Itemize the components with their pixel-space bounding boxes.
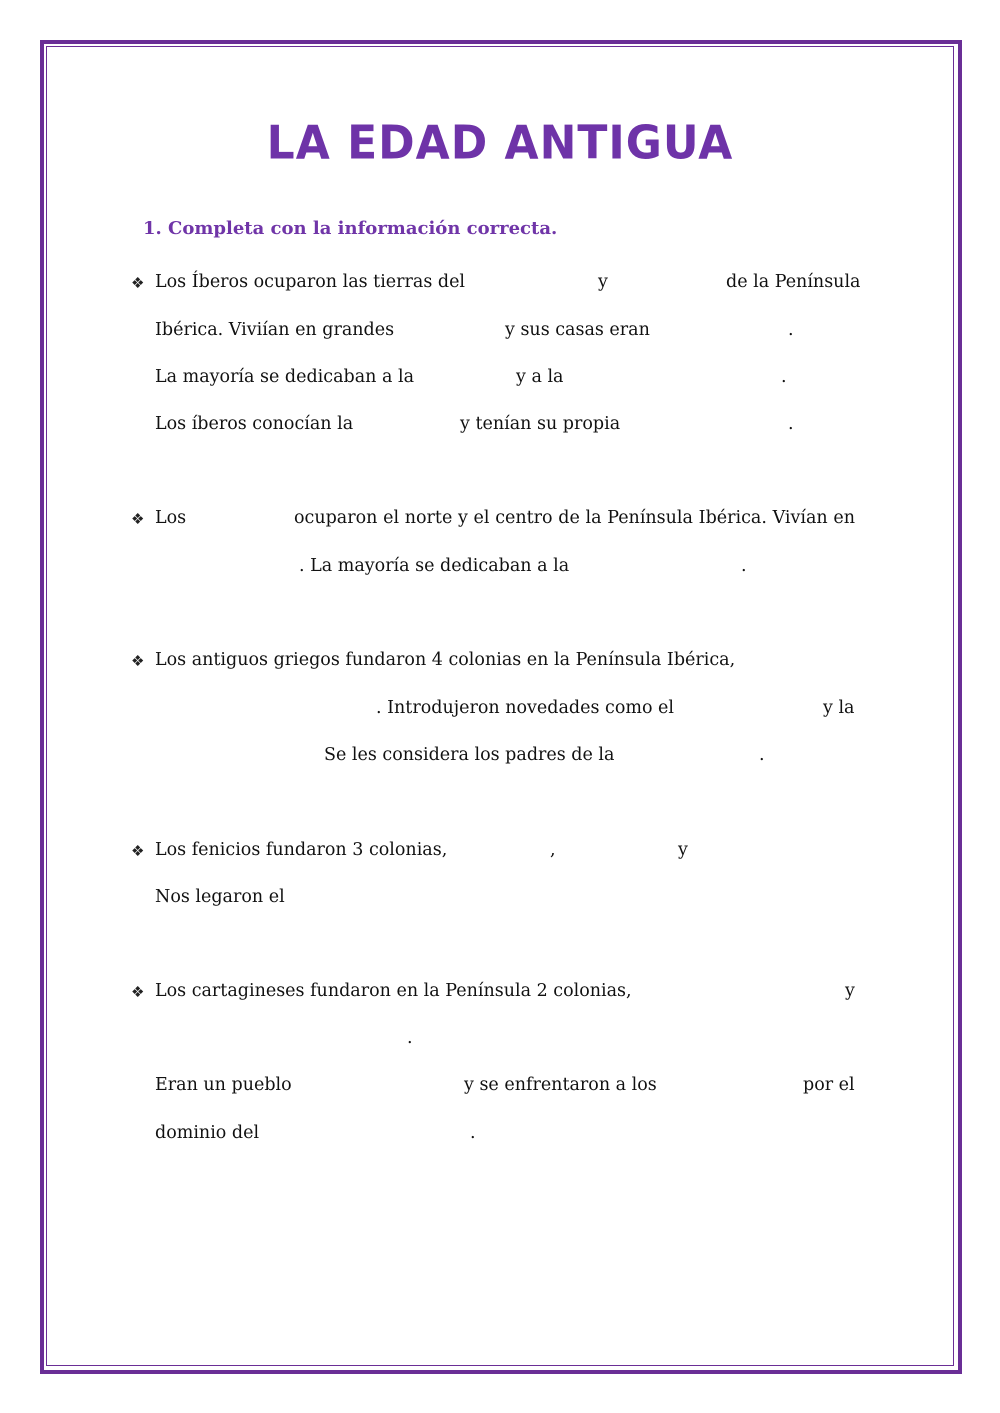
griegos-text: Los antiguos griegos fundaron 4 colonias en la Península Ibérica,	[155, 650, 736, 670]
griegos-text: . Introdujeron novedades como el	[376, 698, 675, 718]
iberos-text: .	[788, 414, 794, 434]
iberos-text: .	[788, 320, 794, 340]
cartagineses-text: por el	[803, 1075, 855, 1095]
griegos-text: y la	[823, 698, 855, 718]
iberos-text: .	[781, 367, 787, 387]
celtas-text: ocuparon el norte y el centro de la Península Ibérica. Vivían en	[294, 508, 855, 528]
bullet-icon: ❖	[131, 983, 145, 1001]
fenicios-text: ,	[550, 840, 556, 860]
iberos-text: y a la	[516, 367, 564, 387]
cartagineses-text: .	[470, 1123, 476, 1143]
bullet-icon: ❖	[131, 274, 145, 292]
fenicios-text: Los fenicios fundaron 3 colonias,	[155, 840, 448, 860]
celtas-text: .	[741, 556, 747, 576]
celtas-text: . La mayoría se dedicaban a la	[299, 556, 570, 576]
iberos-text: Ibérica. Viviían en grandes	[155, 320, 395, 340]
iberos-text: Los Íberos ocuparon las tierras del	[155, 272, 466, 292]
iberos-text: La mayoría se dedicaban a la	[155, 367, 415, 387]
bullet-icon: ❖	[131, 510, 145, 528]
iberos-text: Los íberos conocían la	[155, 414, 354, 434]
iberos-text: y tenían su propia	[460, 414, 621, 434]
title-reflection	[0, 165, 1000, 189]
fenicios-text: Nos legaron el	[155, 887, 285, 907]
cartagineses-text: y se enfrentaron a los	[464, 1075, 657, 1095]
griegos-text: .	[759, 745, 765, 765]
cartagineses-text: y	[845, 981, 855, 1001]
page-title: LA EDAD ANTIGUA	[266, 116, 734, 171]
iberos-text: y sus casas eran	[505, 320, 650, 340]
fenicios-text: y	[678, 840, 688, 860]
iberos-text: y	[598, 272, 608, 292]
griegos-text: Se les considera los padres de la	[324, 745, 615, 765]
exercise-instruction: 1. Completa con la información correcta.	[143, 218, 558, 239]
title-block	[0, 118, 1000, 169]
cartagineses-text: Los cartagineses fundaron en la Península 2 colonias,	[155, 981, 632, 1001]
celtas-text: Los	[155, 508, 187, 528]
bullet-icon: ❖	[131, 842, 145, 860]
cartagineses-text: dominio del	[155, 1123, 260, 1143]
cartagineses-text: .	[407, 1028, 413, 1048]
bullet-icon: ❖	[131, 652, 145, 670]
cartagineses-text: Eran un pueblo	[155, 1075, 292, 1095]
iberos-text: de la Península	[726, 272, 861, 292]
